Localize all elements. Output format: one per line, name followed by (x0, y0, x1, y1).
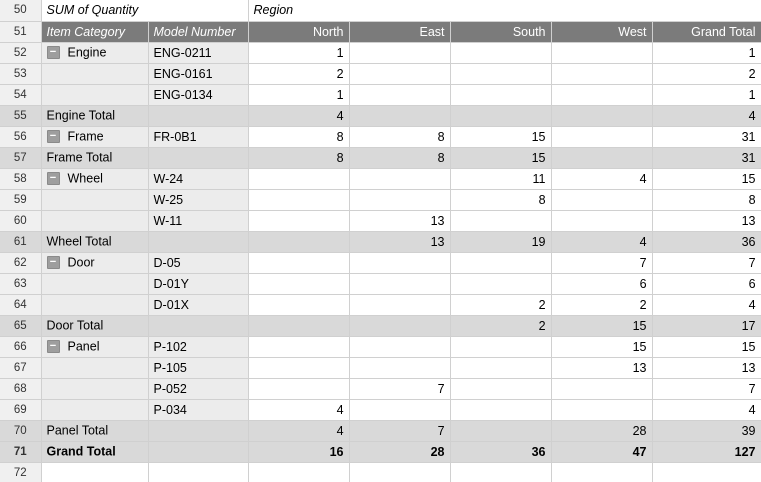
cell-model-number[interactable]: FR-0B1 (148, 126, 248, 147)
sum-of-quantity-label[interactable]: SUM of Quantity (41, 0, 248, 21)
column-header-south[interactable]: South (450, 21, 551, 42)
table-row (0, 294, 761, 315)
cell-item-category[interactable] (41, 84, 148, 105)
cell-west[interactable] (551, 126, 652, 147)
cell-south[interactable]: 15 (450, 147, 551, 168)
cell-north[interactable]: 16 (248, 441, 349, 462)
cell-west[interactable] (551, 63, 652, 84)
category-label: Engine (67, 45, 107, 60)
cell-east[interactable] (349, 252, 450, 273)
cell-item-category[interactable] (41, 42, 148, 63)
row-header-51[interactable]: 51 (0, 21, 41, 42)
row-50 (0, 0, 761, 21)
row-51 (0, 21, 761, 42)
cell-west[interactable]: 6 (551, 273, 652, 294)
cell-model-number[interactable]: W-25 (148, 189, 248, 210)
table-row (0, 315, 761, 336)
column-header-item-category[interactable]: Item Category (41, 21, 148, 42)
cell-item-category[interactable] (41, 168, 148, 189)
cell-east[interactable] (349, 462, 450, 482)
cell-grand-total[interactable]: 36 (652, 231, 761, 252)
cell-east[interactable] (349, 42, 450, 63)
table-row (0, 399, 761, 420)
cell-west[interactable] (551, 42, 652, 63)
cell-south[interactable] (450, 336, 551, 357)
row-header-67[interactable]: 67 (0, 357, 41, 378)
cell-north[interactable] (248, 315, 349, 336)
cell-item-category[interactable] (41, 420, 148, 441)
category-label: Panel Total (46, 423, 109, 438)
column-header-west[interactable]: West (551, 21, 652, 42)
table-row (0, 252, 761, 273)
table-row (0, 147, 761, 168)
cell-grand-total[interactable]: 13 (652, 210, 761, 231)
row-header-63[interactable]: 63 (0, 273, 41, 294)
cell-item-category[interactable] (41, 63, 148, 84)
row-header-57[interactable]: 57 (0, 147, 41, 168)
cell-west[interactable]: 7 (551, 252, 652, 273)
cell-east[interactable] (349, 294, 450, 315)
cell-west[interactable]: 15 (551, 315, 652, 336)
cell-north[interactable]: 4 (248, 420, 349, 441)
cell-west[interactable]: 47 (551, 441, 652, 462)
row-header-69[interactable]: 69 (0, 399, 41, 420)
cell-model-number[interactable]: D-05 (148, 252, 248, 273)
row-header-61[interactable]: 61 (0, 231, 41, 252)
cell-item-category[interactable] (41, 126, 148, 147)
cell-west[interactable]: 2 (551, 294, 652, 315)
row-header-72[interactable]: 72 (0, 462, 41, 482)
table-row (0, 42, 761, 63)
cell-grand-total[interactable]: 4 (652, 399, 761, 420)
cell-model-number[interactable]: D-01Y (148, 273, 248, 294)
table-row (0, 63, 761, 84)
cell-north[interactable]: 1 (248, 42, 349, 63)
row-header-71[interactable]: 71 (0, 441, 41, 462)
cell-model-number[interactable]: D-01X (148, 294, 248, 315)
cell-item-category[interactable] (41, 336, 148, 357)
category-label: Engine Total (46, 108, 116, 123)
cell-west[interactable]: 13 (551, 357, 652, 378)
cell-east[interactable] (349, 399, 450, 420)
category-label: Wheel (67, 171, 103, 186)
table-row (0, 336, 761, 357)
cell-north[interactable] (248, 273, 349, 294)
cell-model-number[interactable]: P-105 (148, 357, 248, 378)
row-header-52[interactable]: 52 (0, 42, 41, 63)
cell-south[interactable]: 15 (450, 126, 551, 147)
category-label: Frame (67, 129, 104, 144)
table-row (0, 420, 761, 441)
cell-model-number[interactable]: W-11 (148, 210, 248, 231)
table-row (0, 357, 761, 378)
cell-model-number[interactable] (148, 420, 248, 441)
cell-south[interactable]: 2 (450, 315, 551, 336)
cell-model-number[interactable] (148, 462, 248, 482)
cell-grand-total[interactable]: 4 (652, 294, 761, 315)
row-header-55[interactable]: 55 (0, 105, 41, 126)
collapse-toggle-icon[interactable]: − (47, 172, 60, 185)
cell-grand-total[interactable]: 127 (652, 441, 761, 462)
cell-west[interactable] (551, 399, 652, 420)
cell-grand-total[interactable]: 6 (652, 273, 761, 294)
cell-model-number[interactable]: P-102 (148, 336, 248, 357)
table-row (0, 168, 761, 189)
category-label: Grand Total (46, 444, 116, 459)
cell-north[interactable] (248, 231, 349, 252)
cell-item-category[interactable] (41, 210, 148, 231)
cell-south[interactable] (450, 210, 551, 231)
cell-east[interactable]: 8 (349, 147, 450, 168)
cell-model-number[interactable]: P-034 (148, 399, 248, 420)
cell-model-number[interactable]: P-052 (148, 378, 248, 399)
cell-north[interactable] (248, 357, 349, 378)
cell-west[interactable] (551, 378, 652, 399)
cell-grand-total[interactable]: 7 (652, 252, 761, 273)
cell-east[interactable] (349, 84, 450, 105)
cell-grand-total[interactable]: 31 (652, 126, 761, 147)
cell-model-number[interactable] (148, 105, 248, 126)
column-header-grand-total[interactable]: Grand Total (652, 21, 761, 42)
cell-grand-total[interactable]: 2 (652, 63, 761, 84)
cell-south[interactable] (450, 462, 551, 482)
cell-north[interactable] (248, 168, 349, 189)
collapse-toggle-icon[interactable]: − (47, 46, 60, 59)
column-header-north[interactable]: North (248, 21, 349, 42)
cell-item-category[interactable] (41, 441, 148, 462)
cell-south[interactable] (450, 42, 551, 63)
cell-item-category[interactable] (41, 105, 148, 126)
cell-north[interactable] (248, 294, 349, 315)
cell-south[interactable]: 2 (450, 294, 551, 315)
cell-west[interactable]: 4 (551, 168, 652, 189)
cell-model-number[interactable]: ENG-0211 (148, 42, 248, 63)
cell-grand-total[interactable]: 1 (652, 84, 761, 105)
row-header-62[interactable]: 62 (0, 252, 41, 273)
cell-north[interactable] (248, 462, 349, 482)
cell-west[interactable]: 4 (551, 231, 652, 252)
cell-east[interactable] (349, 189, 450, 210)
cell-item-category[interactable] (41, 357, 148, 378)
cell-west[interactable] (551, 105, 652, 126)
cell-north[interactable] (248, 378, 349, 399)
cell-model-number[interactable] (148, 147, 248, 168)
cell-south[interactable]: 8 (450, 189, 551, 210)
table-row (0, 210, 761, 231)
cell-east[interactable] (349, 168, 450, 189)
column-header-east[interactable]: East (349, 21, 450, 42)
cell-south[interactable] (450, 63, 551, 84)
cell-east[interactable] (349, 105, 450, 126)
cell-north[interactable]: 8 (248, 126, 349, 147)
cell-east[interactable]: 13 (349, 210, 450, 231)
cell-north[interactable] (248, 336, 349, 357)
cell-south[interactable] (450, 399, 551, 420)
table-row (0, 189, 761, 210)
table-row (0, 84, 761, 105)
cell-west[interactable] (551, 210, 652, 231)
row-header-53[interactable]: 53 (0, 63, 41, 84)
cell-east[interactable]: 28 (349, 441, 450, 462)
category-label: Wheel Total (46, 234, 112, 249)
cell-grand-total[interactable]: 15 (652, 168, 761, 189)
cell-model-number[interactable] (148, 231, 248, 252)
cell-east[interactable]: 13 (349, 231, 450, 252)
cell-north[interactable]: 4 (248, 399, 349, 420)
table-row (0, 378, 761, 399)
row-header-50[interactable]: 50 (0, 0, 41, 21)
cell-grand-total[interactable]: 17 (652, 315, 761, 336)
cell-west[interactable]: 15 (551, 336, 652, 357)
cell-west[interactable] (551, 147, 652, 168)
cell-grand-total[interactable]: 15 (652, 336, 761, 357)
cell-grand-total[interactable]: 31 (652, 147, 761, 168)
cell-south[interactable] (450, 357, 551, 378)
row-header-54[interactable]: 54 (0, 84, 41, 105)
cell-east[interactable] (349, 315, 450, 336)
cell-east[interactable] (349, 357, 450, 378)
collapse-toggle-icon[interactable]: − (47, 340, 60, 353)
cell-north[interactable] (248, 252, 349, 273)
cell-model-number[interactable]: ENG-0134 (148, 84, 248, 105)
row-header-70[interactable]: 70 (0, 420, 41, 441)
row-header-58[interactable]: 58 (0, 168, 41, 189)
cell-grand-total[interactable]: 4 (652, 105, 761, 126)
table-row (0, 105, 761, 126)
cell-model-number[interactable] (148, 315, 248, 336)
cell-grand-total[interactable]: 8 (652, 189, 761, 210)
cell-grand-total[interactable]: 13 (652, 357, 761, 378)
cell-north[interactable] (248, 189, 349, 210)
table-row (0, 231, 761, 252)
collapse-toggle-icon[interactable]: − (47, 130, 60, 143)
cell-south[interactable] (450, 252, 551, 273)
category-label: Frame Total (46, 150, 113, 165)
cell-south[interactable]: 36 (450, 441, 551, 462)
row-header-68[interactable]: 68 (0, 378, 41, 399)
cell-grand-total[interactable]: 1 (652, 42, 761, 63)
cell-north[interactable]: 8 (248, 147, 349, 168)
row-72 (0, 462, 761, 482)
cell-east[interactable] (349, 63, 450, 84)
cell-east[interactable]: 8 (349, 126, 450, 147)
cell-item-category[interactable] (41, 315, 148, 336)
cell-item-category[interactable] (41, 462, 148, 482)
row-header-66[interactable]: 66 (0, 336, 41, 357)
row-header-60[interactable]: 60 (0, 210, 41, 231)
cell-east[interactable]: 7 (349, 420, 450, 441)
cell-item-category[interactable] (41, 378, 148, 399)
cell-east[interactable] (349, 273, 450, 294)
cell-east[interactable]: 7 (349, 378, 450, 399)
cell-north[interactable] (248, 210, 349, 231)
cell-north[interactable]: 1 (248, 84, 349, 105)
cell-item-category[interactable] (41, 147, 148, 168)
cell-west[interactable] (551, 189, 652, 210)
cell-item-category[interactable] (41, 273, 148, 294)
cell-model-number[interactable]: ENG-0161 (148, 63, 248, 84)
collapse-toggle-icon[interactable]: − (47, 256, 60, 269)
cell-grand-total[interactable]: 39 (652, 420, 761, 441)
cell-north[interactable]: 2 (248, 63, 349, 84)
row-header-59[interactable]: 59 (0, 189, 41, 210)
cell-item-category[interactable] (41, 294, 148, 315)
category-label: Panel (67, 339, 100, 354)
row-header-64[interactable]: 64 (0, 294, 41, 315)
cell-model-number[interactable]: W-24 (148, 168, 248, 189)
cell-grand-total[interactable] (652, 462, 761, 482)
table-row (0, 441, 761, 462)
cell-north[interactable]: 4 (248, 105, 349, 126)
cell-south[interactable]: 19 (450, 231, 551, 252)
row-header-65[interactable]: 65 (0, 315, 41, 336)
cell-south[interactable] (450, 378, 551, 399)
cell-south[interactable] (450, 420, 551, 441)
cell-west[interactable]: 28 (551, 420, 652, 441)
cell-item-category[interactable] (41, 252, 148, 273)
column-header-model-number[interactable]: Model Number (148, 21, 248, 42)
cell-item-category[interactable] (41, 231, 148, 252)
cell-west[interactable] (551, 462, 652, 482)
cell-grand-total[interactable]: 7 (652, 378, 761, 399)
cell-west[interactable] (551, 84, 652, 105)
category-label: Door Total (46, 318, 104, 333)
cell-item-category[interactable] (41, 399, 148, 420)
cell-south[interactable] (450, 84, 551, 105)
row-header-56[interactable]: 56 (0, 126, 41, 147)
table-row (0, 126, 761, 147)
table-row (0, 273, 761, 294)
category-label: Door (67, 255, 95, 270)
cell-east[interactable] (349, 336, 450, 357)
cell-south[interactable] (450, 105, 551, 126)
cell-item-category[interactable] (41, 189, 148, 210)
cell-model-number[interactable] (148, 441, 248, 462)
region-label[interactable]: Region (248, 0, 761, 21)
cell-south[interactable]: 11 (450, 168, 551, 189)
cell-south[interactable] (450, 273, 551, 294)
